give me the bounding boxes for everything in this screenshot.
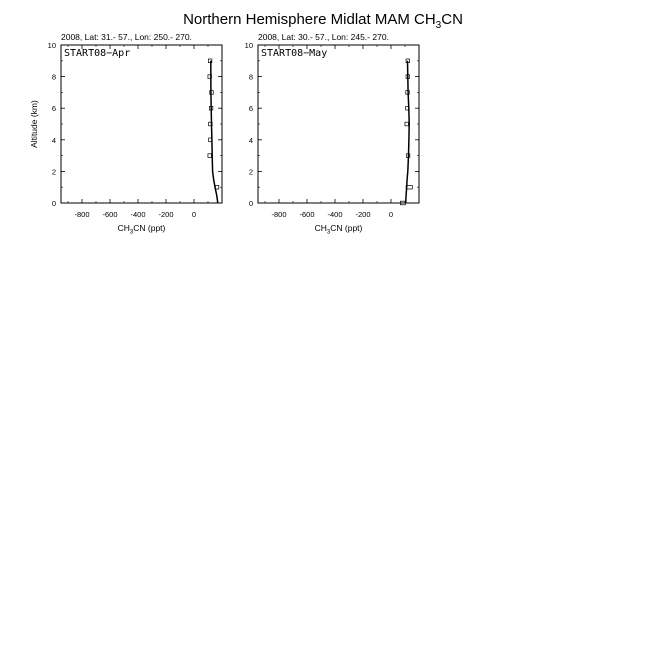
chart-panel-1 [29,32,222,236]
chart-panel-2 [245,32,419,236]
y-tick-label: 6 [51,104,56,114]
y-axis-label: Altitude (km) [29,100,39,148]
y-tick-label: 0 [51,199,56,208]
panels-group [29,32,419,236]
plot-frame [258,45,419,203]
y-tick-label: 2 [248,167,253,177]
y-tick-label: 2 [51,167,56,177]
y-tick-label: 8 [51,72,56,82]
y-tick-label: 4 [248,135,253,145]
y-tick-label: 0 [248,199,253,208]
panel-header: 2008, Lat: 31.- 57., Lon: 250.- 270. [61,32,192,42]
model-profile-line [406,61,410,203]
x-tick-label: -800 [74,210,90,219]
y-tick-label: 6 [248,104,253,114]
model-profile-line [211,61,218,203]
x-axis-label [315,223,363,236]
observation-box [405,122,409,126]
plot-frame [61,45,222,203]
x-tick-label: -200 [355,210,371,219]
panel-label: START08−Apr [64,48,131,59]
x-tick-label: -600 [102,210,118,219]
x-axis-label-prefix: CH [117,223,130,233]
y-tick-label: 4 [51,135,56,145]
x-axis-label [118,223,166,236]
x-tick-label: 0 [191,210,197,219]
observation-box [208,154,212,158]
x-tick-label: -800 [271,210,287,219]
panel-header: 2008, Lat: 30.- 57., Lon: 245.- 270. [258,32,389,42]
x-tick-label: 0 [388,210,394,219]
figure-title: Northern Hemisphere Midlat MAM $CH_3CN$ [183,11,463,31]
x-axis-label-prefix: CH [314,223,327,233]
panel-label: START08−May [261,48,328,59]
y-tick-label: 8 [248,72,253,82]
x-axis-label-sub: 3 [326,229,331,236]
x-tick-label: -400 [130,210,146,219]
x-tick-label: -400 [327,210,343,219]
x-axis-label-sub: 3 [129,229,134,236]
y-tick-label: 10 [244,41,253,50]
x-tick-label: -600 [299,210,315,219]
x-axis-label-suffix: CN (ppt) [133,223,166,233]
x-axis-label-suffix: CN (ppt) [330,223,363,233]
x-tick-label: -200 [158,210,174,219]
y-tick-label: 10 [47,41,56,50]
